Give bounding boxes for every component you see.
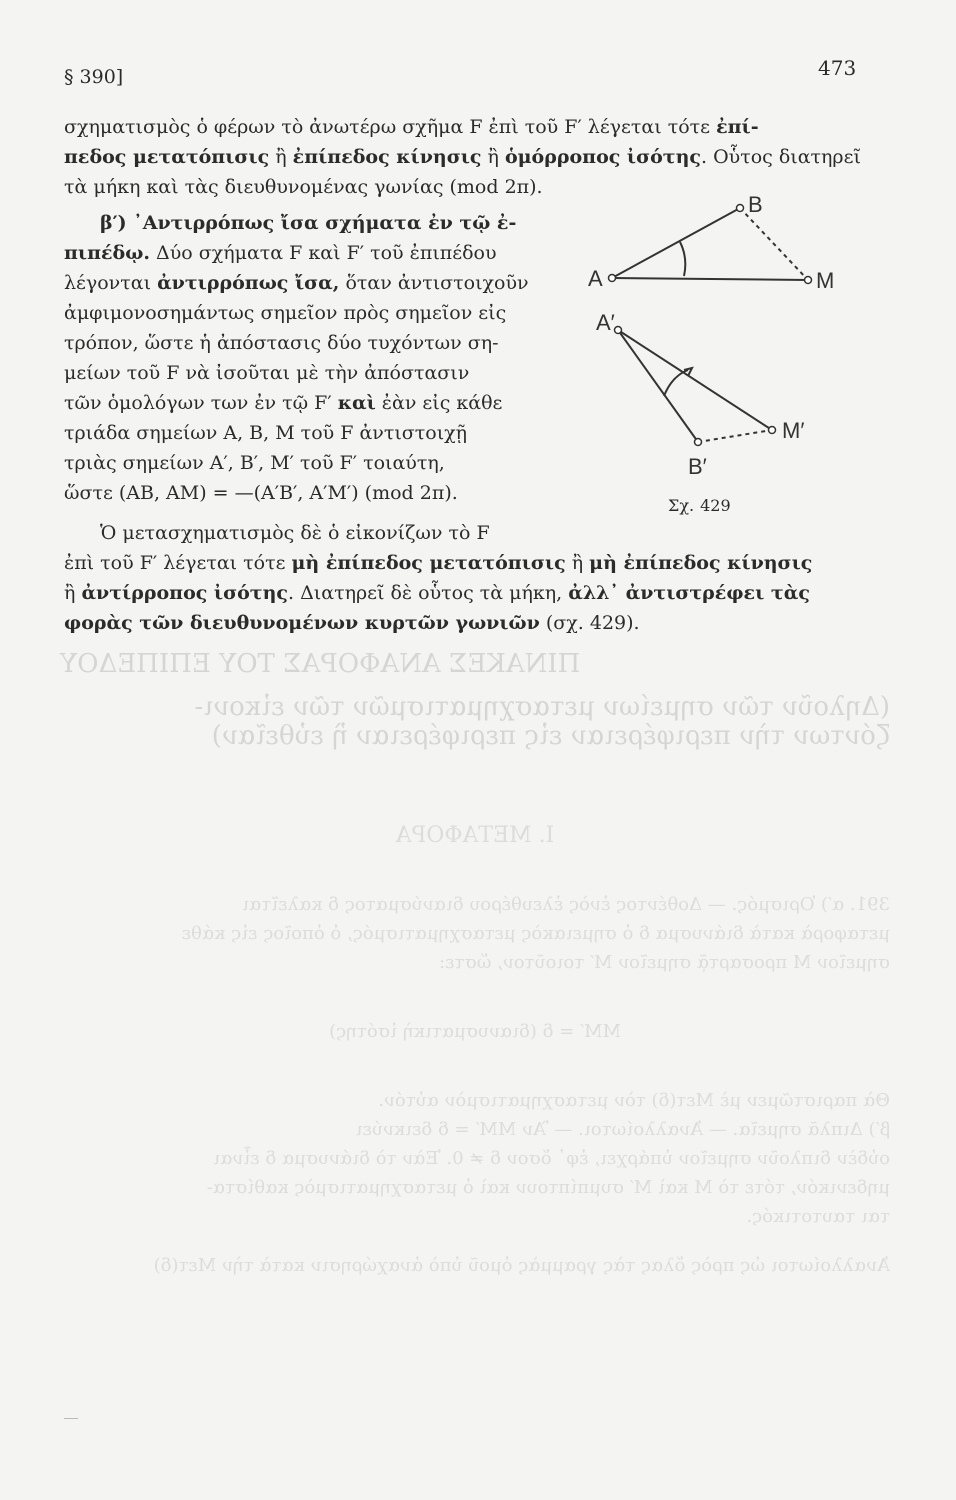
label-M: M (816, 268, 835, 293)
text-line (64, 238, 580, 268)
text-span: τῶν ὁμολόγων των ἐν τῷ F′ (64, 392, 338, 414)
text-span: ἐπὶ τοῦ F′ λέγεται τότε (64, 552, 292, 574)
bleed-line: 391. α′) Ὁρισμός. — Δοθέντος ἑνὸς ἐλευθέρου διανύσματος δ καλεῖται (242, 894, 890, 915)
bleed-line: σημεῖον Μ προσαρτᾷ σημεῖον Μ′ τοιοῦτον, ὥστε: (439, 952, 890, 973)
text-line (64, 608, 870, 638)
emphasis: καὶ (337, 392, 376, 414)
text-line (64, 142, 870, 172)
label-Mprime: M′ (782, 418, 805, 443)
text-line (64, 268, 580, 298)
bleed-line: ΜΜ′ = δ (διανυσματικὴ ἰσότης) (329, 1021, 621, 1042)
text-line (64, 112, 870, 142)
subsection-heading: β′) ᾿Αντιρρόπως ἴσα σχήματα ἐν τῷ ἐ- (100, 212, 517, 234)
text-span: . Διατηρεῖ δὲ οὗτος τὰ μήκη, (287, 582, 569, 604)
segment-AprimeBprime (618, 330, 698, 442)
segment-BM (740, 208, 808, 280)
segment-AB (612, 208, 740, 278)
label-B: B (748, 192, 763, 217)
text-line: τρόπον, ὥστε ἡ ἀπόστασις δύο τυχόντων ση- (64, 332, 499, 354)
emphasis: φορὰς τῶν διευθυνομένων κυρτῶν γωνιῶν (64, 612, 540, 634)
bleed-line: μηδενικόν, τότε τὸ Μ καὶ Μ′ συμπίπτουν καὶ ὁ μετασχηματισμὸς καθίστα- (206, 1177, 890, 1198)
text-span: Δύο σχήματα F καὶ F′ τοῦ ἐπιπέδου (149, 242, 497, 264)
margin-mark (64, 1418, 78, 1419)
figure-429 (580, 180, 880, 520)
bleed-line: ζόντων τὴν περιφέρειαν εἰς περιφέρειαν ἢ εὐθεῖαν) (211, 721, 890, 751)
bleed-line: μεταφορὰ κατὰ διάνυσμα δ ὁ σημειακὸς μετασχηματισμός, ὁ ὁποῖος εἰς κάθε (181, 923, 890, 944)
text-span: ἢ (481, 146, 505, 168)
bleed-line: β′) Διπλᾶ σημεῖα. — Ἀναλλοίωτοι. — Ἂν ΜΜ′ = δ δεικνύει (355, 1119, 890, 1140)
page-number: 473 (818, 56, 857, 80)
segment-BprimeMprime (698, 430, 772, 442)
emphasis: μὴ ἐπίπεδος κίνησις (589, 552, 813, 574)
bleed-through-text (60, 650, 890, 1450)
paragraph-2 (64, 208, 580, 508)
bleed-line: οὐδὲν διπλοῦν σημεῖον ὑπάρχει, ἐφ᾿ ὅσον δ ≠ 0. Ἐὰν τὸ διάνυσμα δ εἶναι (213, 1148, 890, 1169)
caption-prefix: Σχ. (668, 496, 695, 515)
text-line (64, 548, 870, 578)
text-span: ὅταν ἀντιστοιχοῦν (339, 272, 529, 294)
figure-caption (668, 496, 731, 515)
text-span: λέγονται (64, 272, 158, 294)
emphasis: ἐπί- (716, 116, 759, 138)
text-span: (σχ. 429). (539, 612, 640, 634)
emphasis: ἀντιρρόπως ἴσα, (157, 272, 340, 294)
text-line: μείων τοῦ F νὰ ἰσοῦται μὲ τὴν ἀπόστασιν (64, 362, 470, 384)
text-line (100, 208, 580, 238)
emphasis: μὴ ἐπίπεδος μετατόπισις (291, 552, 566, 574)
emphasis: ἐπίπεδος κίνησις (292, 146, 482, 168)
text-line: τριὰς σημείων Α′, Β′, Μ′ τοῦ F′ τοιαύτη, (64, 452, 445, 474)
text-line (64, 388, 580, 418)
text-line (64, 578, 870, 608)
text-span: ἐὰν εἰς κάθε (375, 392, 503, 414)
label-Aprime: A′ (596, 310, 615, 335)
text-span: σχηματισμὸς ὁ φέρων τὸ ἀνωτέρω σχῆμα F ἐπὶ τοῦ F′ λέγεται τότε (64, 116, 711, 138)
text-span: ἢ (64, 582, 82, 604)
caption-number: 429 (700, 496, 731, 515)
text-span: ἢ (269, 146, 293, 168)
angle-arc-A (680, 242, 685, 276)
emphasis: ἀντίρροπος ἰσότης (81, 582, 288, 604)
text-line: ἀμφιμονοσημάντως σημεῖον πρὸς σημεῖον εἰς (64, 302, 507, 324)
text-line: τὰ μήκη καὶ τὰς διευθυνομένας γωνίας (mod 2π). (64, 176, 543, 198)
label-Bprime: B′ (688, 454, 707, 479)
text-span: . Οὗτος διατηρεῖ (700, 146, 861, 168)
bleed-line: ΠΙΝΑΚΕΣ ΑΝΑΦΟΡΑΣ ΤΟΥ ΕΠΙΠΕΔΟΥ (60, 649, 581, 679)
bleed-line: ται ταυτοτικός. (746, 1206, 890, 1227)
paragraph-3 (64, 518, 870, 638)
text-line: τριάδα σημείων Α, Β, Μ τοῦ F ἀντιστοιχῇ (64, 422, 468, 444)
bleed-line: Ἀναλλοίωτοι ὡς πρὸς ὅλας τὰς γραμμὰς ὁμοῦ ὑπὸ ἀναχώρησιν κατὰ τὴν Μετ(δ) (153, 1255, 890, 1276)
section-marker: § 390] (64, 66, 124, 88)
bleed-line: Θὰ παριστῶμεν μὲ Μετ(δ) τὸν μετασχηματισμὸν αὐτόν. (378, 1090, 890, 1111)
segment-AprimeMprime (618, 330, 772, 430)
subsection-heading: πιπέδῳ. (64, 242, 150, 264)
text-line: ὥστε (ΑΒ, ΑΜ) = —(Α′Β′, Α′Μ′) (mod 2π). (64, 482, 458, 504)
emphasis: πεδος μετατόπισις (64, 146, 270, 168)
label-A: A (588, 266, 603, 291)
emphasis: ὁμόρροπος ἰσότης (504, 146, 701, 168)
text-line: Ὁ μετασχηματισμὸς δὲ ὁ εἰκονίζων τὸ F (100, 522, 490, 544)
bleed-line: (Δηλοῦν τῶν σημείων μετασχηματισμῶν τῶν εἰκονι- (194, 692, 890, 722)
emphasis: ἀλλ᾿ ἀντιστρέφει τὰς (568, 582, 810, 604)
text-span: ἢ (565, 552, 590, 574)
segment-AM (612, 278, 808, 280)
bleed-line: I. ΜΕΤΑΦΟΡΑ (395, 823, 555, 848)
